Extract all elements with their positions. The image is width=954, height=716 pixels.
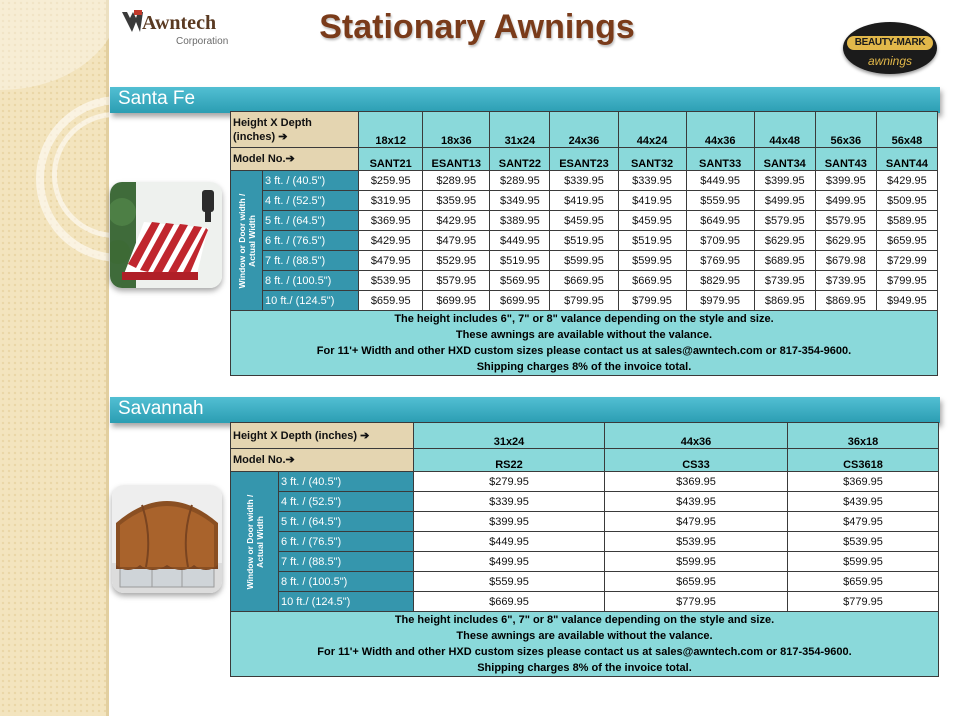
size-header: 44x36 (605, 423, 788, 449)
width-cell: 7 ft. / (88.5") (279, 552, 414, 572)
price-cell: $779.95 (605, 592, 788, 612)
price-cell: $339.95 (414, 492, 605, 512)
santa-fe-model-row (231, 148, 938, 171)
note-line: For 11'+ Width and other HXD custom sizes please contact us at sales@awntech.com or 817-354-9600. (316, 345, 852, 357)
price-cell: $599.95 (550, 251, 618, 271)
price-cell: $399.95 (414, 512, 605, 532)
price-cell: $589.95 (876, 211, 937, 231)
height-depth-label: Height X Depth (inches) ➔ (231, 423, 414, 449)
price-cell: $289.95 (423, 171, 490, 191)
price-cell: $799.95 (550, 291, 618, 311)
model-header: ESANT13 (423, 148, 490, 171)
price-cell: $659.95 (876, 231, 937, 251)
table-row (231, 231, 938, 251)
table-row (231, 271, 938, 291)
model-header: ESANT23 (550, 148, 618, 171)
price-cell: $479.95 (359, 251, 423, 271)
savannah-awning-photo (112, 485, 222, 593)
dome-awning-image-icon (112, 485, 222, 593)
price-cell: $559.95 (686, 191, 754, 211)
size-header: 18x12 (359, 112, 423, 148)
price-cell: $679.98 (815, 251, 876, 271)
table-row (231, 552, 939, 572)
santa-fe-awning-photo (110, 182, 222, 288)
width-cell: 3 ft. / (40.5") (279, 472, 414, 492)
awntech-logo-sub: Corporation (176, 36, 229, 47)
price-cell: $979.95 (686, 291, 754, 311)
santa-fe-price-table (230, 111, 938, 376)
price-cell: $539.95 (605, 532, 788, 552)
price-cell: $699.95 (490, 291, 550, 311)
price-cell: $499.95 (414, 552, 605, 572)
price-cell: $729.99 (876, 251, 937, 271)
beauty-mark-logo (843, 22, 937, 74)
width-side-label-line-2: Actual Width (254, 515, 265, 568)
price-cell: $669.95 (414, 592, 605, 612)
table-row (231, 171, 938, 191)
price-cell: $629.95 (754, 231, 815, 251)
model-header: SANT33 (686, 148, 754, 171)
price-cell: $519.95 (550, 231, 618, 251)
price-cell: $339.95 (618, 171, 686, 191)
price-cell: $289.95 (490, 171, 550, 191)
price-cell: $539.95 (359, 271, 423, 291)
note-line: The height includes 6", 7" or 8" valance depending on the style and size. (394, 614, 775, 626)
note-line: Shipping charges 8% of the invoice total. (477, 662, 692, 674)
table-row (231, 251, 938, 271)
model-header: CS3618 (788, 449, 939, 472)
model-label: Model No.➔ (231, 148, 359, 171)
table-row (231, 191, 938, 211)
price-cell: $499.95 (815, 191, 876, 211)
price-cell: $599.95 (605, 552, 788, 572)
price-cell: $509.95 (876, 191, 937, 211)
price-cell: $579.95 (423, 271, 490, 291)
width-cell: 7 ft. / (88.5") (263, 251, 359, 271)
model-header: RS22 (414, 449, 605, 472)
price-cell: $599.95 (788, 552, 939, 572)
price-cell: $869.95 (815, 291, 876, 311)
model-header: CS33 (605, 449, 788, 472)
price-cell: $279.95 (414, 472, 605, 492)
price-cell: $399.95 (754, 171, 815, 191)
note-line: Shipping charges 8% of the invoice total. (476, 361, 692, 373)
price-cell: $779.95 (788, 592, 939, 612)
price-cell: $629.95 (815, 231, 876, 251)
note-line: For 11'+ Width and other HXD custom sizes please contact us at sales@awntech.com or 817-354-9600. (317, 646, 852, 658)
size-header: 56x36 (815, 112, 876, 148)
savannah-notes (231, 612, 939, 677)
striped-awning-image-icon (110, 182, 222, 288)
model-header: SANT21 (359, 148, 423, 171)
price-cell: $479.95 (605, 512, 788, 532)
price-cell: $439.95 (605, 492, 788, 512)
price-cell: $459.95 (618, 211, 686, 231)
width-cell: 5 ft. / (64.5") (279, 512, 414, 532)
price-cell: $659.95 (359, 291, 423, 311)
model-header: SANT34 (754, 148, 815, 171)
model-header: SANT43 (815, 148, 876, 171)
price-cell: $829.95 (686, 271, 754, 291)
size-header: 31x24 (414, 423, 605, 449)
table-row (231, 211, 938, 231)
width-cell: 8 ft. / (100.5") (279, 572, 414, 592)
savannah-model-row (231, 449, 939, 472)
price-cell: $739.95 (815, 271, 876, 291)
price-cell: $799.95 (876, 271, 937, 291)
savannah-notes-row (231, 612, 939, 677)
santa-fe-notes (231, 311, 938, 376)
price-cell: $449.95 (686, 171, 754, 191)
price-cell: $689.95 (754, 251, 815, 271)
savannah-section-bar: Savannah (110, 397, 940, 423)
size-header: 31x24 (490, 112, 550, 148)
table-row (231, 512, 939, 532)
santa-fe-size-row (231, 112, 938, 148)
price-cell: $529.95 (423, 251, 490, 271)
size-header: 56x48 (876, 112, 937, 148)
width-cell: 5 ft. / (64.5") (263, 211, 359, 231)
width-side-label-line-1: Window or Door width / (244, 494, 255, 589)
size-header: 44x48 (754, 112, 815, 148)
price-cell: $559.95 (414, 572, 605, 592)
model-header: SANT32 (618, 148, 686, 171)
price-cell: $369.95 (605, 472, 788, 492)
price-cell: $499.95 (754, 191, 815, 211)
price-cell: $669.95 (550, 271, 618, 291)
width-cell: 4 ft. / (52.5") (263, 191, 359, 211)
height-depth-label-cell (231, 112, 359, 148)
price-cell: $659.95 (788, 572, 939, 592)
price-cell: $569.95 (490, 271, 550, 291)
price-cell: $319.95 (359, 191, 423, 211)
price-cell: $699.95 (423, 291, 490, 311)
model-label: Model No.➔ (231, 449, 414, 472)
width-side-label (245, 494, 265, 589)
price-cell: $519.95 (618, 231, 686, 251)
price-cell: $579.95 (815, 211, 876, 231)
width-cell: 10 ft./ (124.5") (279, 592, 414, 612)
table-row (231, 532, 939, 552)
price-cell: $389.95 (490, 211, 550, 231)
price-cell: $519.95 (490, 251, 550, 271)
awntech-logo-name: Awntech (142, 12, 217, 34)
price-cell: $449.95 (490, 231, 550, 251)
table-row (231, 291, 938, 311)
price-cell: $539.95 (788, 532, 939, 552)
size-header: 44x24 (618, 112, 686, 148)
price-cell: $869.95 (754, 291, 815, 311)
price-cell: $399.95 (815, 171, 876, 191)
price-cell: $649.95 (686, 211, 754, 231)
beauty-mark-logo-top: BEAUTY-MARK (847, 36, 933, 50)
price-cell: $709.95 (686, 231, 754, 251)
price-cell: $599.95 (618, 251, 686, 271)
note-line: These awnings are available without the valance. (456, 630, 713, 642)
size-header: 18x36 (423, 112, 490, 148)
savannah-size-row (231, 423, 939, 449)
width-side-label-cell (231, 472, 279, 612)
note-line: The height includes 6", 7" or 8" valance depending on the style and size. (394, 313, 774, 325)
width-side-label-line-1: Window or Door width / (236, 193, 247, 288)
size-header: 24x36 (550, 112, 618, 148)
price-cell: $359.95 (423, 191, 490, 211)
savannah-price-table (230, 422, 939, 677)
width-cell: 3 ft. / (40.5") (263, 171, 359, 191)
price-cell: $479.95 (423, 231, 490, 251)
price-cell: $419.95 (618, 191, 686, 211)
size-header: 36x18 (788, 423, 939, 449)
price-cell: $579.95 (754, 211, 815, 231)
santa-fe-section-bar: Santa Fe (110, 87, 940, 113)
page-title: Stationary Awnings (319, 8, 635, 46)
table-row (231, 572, 939, 592)
width-cell: 4 ft. / (52.5") (279, 492, 414, 512)
price-cell: $429.95 (359, 231, 423, 251)
price-cell: $369.95 (788, 472, 939, 492)
santa-fe-notes-row (231, 311, 938, 376)
note-line: These awnings are available without the valance. (455, 329, 713, 341)
table-row (231, 592, 939, 612)
model-header: SANT44 (876, 148, 937, 171)
price-cell: $739.95 (754, 271, 815, 291)
price-cell: $369.95 (359, 211, 423, 231)
price-cell: $949.95 (876, 291, 937, 311)
price-cell: $669.95 (618, 271, 686, 291)
price-cell: $769.95 (686, 251, 754, 271)
price-cell: $419.95 (550, 191, 618, 211)
model-header: SANT22 (490, 148, 550, 171)
price-cell: $479.95 (788, 512, 939, 532)
width-cell: 10 ft./ (124.5") (263, 291, 359, 311)
table-row (231, 492, 939, 512)
size-header: 44x36 (686, 112, 754, 148)
beauty-mark-logo-bottom: awnings (867, 54, 913, 68)
price-cell: $439.95 (788, 492, 939, 512)
width-cell: 8 ft. / (100.5") (263, 271, 359, 291)
price-cell: $339.95 (550, 171, 618, 191)
price-cell: $799.95 (618, 291, 686, 311)
price-cell: $349.95 (490, 191, 550, 211)
width-cell: 6 ft. / (76.5") (279, 532, 414, 552)
price-cell: $429.95 (423, 211, 490, 231)
price-cell: $459.95 (550, 211, 618, 231)
width-side-label-cell (231, 171, 263, 311)
table-row (231, 472, 939, 492)
width-cell: 6 ft. / (76.5") (263, 231, 359, 251)
price-cell: $449.95 (414, 532, 605, 552)
height-depth-unit-label: (inches) ➔ (233, 130, 288, 143)
width-side-label-line-2: Actual Width (246, 214, 257, 267)
width-side-label (237, 193, 257, 288)
height-depth-label: Height X Depth (233, 116, 312, 129)
price-cell: $429.95 (876, 171, 937, 191)
decorative-side-panel (0, 0, 109, 716)
price-cell: $659.95 (605, 572, 788, 592)
price-cell: $259.95 (359, 171, 423, 191)
